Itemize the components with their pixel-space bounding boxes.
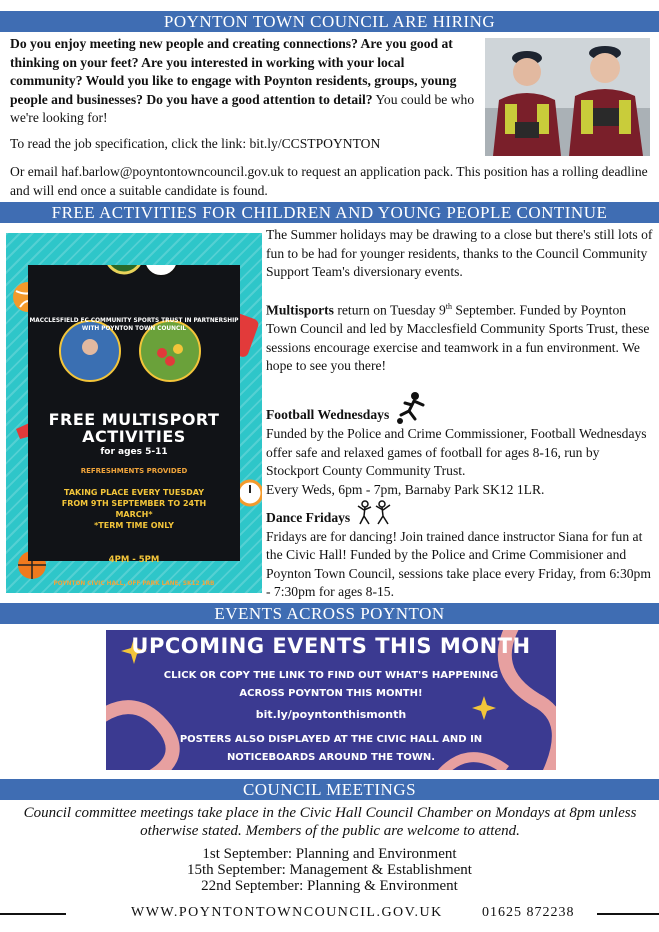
hiring-questions-bold: Do you enjoy meeting new people and creating connections? Are you good at thinking on your feet? Are you interested in working with your local community? Would you like to engage with Poynton residents, groups, young people and businesses? Do you have a good attention to detail? — [10, 36, 457, 107]
hiring-questions — [10, 35, 478, 128]
events-banner-line: CLICK OR COPY THE LINK TO FIND OUT WHAT'S HAPPENING — [163, 670, 499, 681]
multisports-paragraph: Multisports return on Tuesday 9th September. Funded by Poynton Town Council and led by Macclesfield Community Sports Trust, these sessions encourage exercise and teamwork in a fun environment. We hope to see you there! — [266, 302, 650, 374]
events-link[interactable]: bit.ly/poyntonthismonth — [255, 708, 407, 721]
footer-phone: 01625 872238 — [482, 905, 575, 920]
flyer-ages: for ages 5-11 — [100, 447, 168, 457]
staff-photo-illustration — [485, 38, 650, 156]
events-banner-title: UPCOMING EVENTS THIS MONTH — [131, 634, 531, 658]
flyer-card — [28, 265, 240, 587]
footer-rule-left — [0, 913, 66, 915]
football-title: Football Wednesdays — [266, 407, 390, 422]
section-heading-hiring: POYNTON TOWN COUNCIL ARE HIRING — [0, 11, 659, 32]
section-heading-meetings: COUNCIL MEETINGS — [0, 779, 659, 800]
events-banner-line: NOTICEBOARDS AROUND THE TOWN. — [226, 752, 436, 763]
hiring-questions-tail: You could be who we're looking for! — [10, 91, 475, 125]
meeting-item: 15th September: Management & Establishment — [187, 862, 472, 878]
footer-website[interactable]: WWW.POYNTONTOWNCOUNCIL.GOV.UK — [131, 905, 443, 920]
dance-title: Dance Fridays — [266, 510, 351, 525]
dance-paragraph — [266, 500, 654, 602]
activities-intro: The Summer holidays may be drawing to a close but there's still lots of fun to be had for younger residents, thanks to the Council Community Support Team's diversionary events. — [266, 227, 653, 279]
events-banner-line: POSTERS ALSO DISPLAYED AT THE CIVIC HALL AND IN — [179, 734, 483, 745]
dancers-icon — [356, 500, 392, 526]
upcoming-events-banner[interactable] — [106, 630, 556, 770]
football-when: Every Weds, 6pm - 7pm, Barnaby Park SK12 1LR. — [266, 481, 545, 497]
footer-rule-right — [597, 913, 659, 915]
flyer-schedule: TAKING PLACE EVERY TUESDAY FROM 9TH SEPTEMBER TO 24TH MARCH* *TERM TIME ONLY — [61, 488, 207, 530]
council-crest-icon — [106, 265, 142, 273]
flyer-title: FREE MULTISPORT ACTIVITIES — [48, 410, 220, 446]
flyer-venue: POYNTON CIVIC HALL, OFF PARK LANE, SK12 1RB — [53, 581, 215, 587]
section-heading-events: EVENTS ACROSS POYNTON — [0, 603, 659, 624]
macclesfield-fc-badge-icon — [144, 265, 178, 276]
multisports-title: Multisports — [266, 302, 334, 318]
flyer-trust-text: MACCLESFIELD FC COMMUNITY SPORTS TRUST IN PARTNERSHIP WITH POYNTON TOWN COUNCIL — [29, 318, 239, 332]
football-body: Funded by the Police and Crime Commissioner, Football Wednesdays offer safe and relaxed games of football for ages 8-16, run by Stockport County Community Trust. — [266, 426, 647, 478]
football-paragraph — [266, 391, 654, 499]
events-banner-line: ACROSS POYNTON THIS MONTH! — [239, 688, 423, 699]
meetings-description: Council committee meetings take place in the Civic Hall Council Chamber on Mondays at 8pm unless otherwise stated. Members of the public are welcome to attend. — [23, 805, 637, 839]
community-support-staff-photo — [485, 38, 650, 156]
football-player-icon — [395, 391, 429, 425]
flyer-refreshments: REFRESHMENTS PROVIDED — [80, 467, 188, 475]
meeting-item: 1st September: Planning and Environment — [202, 846, 457, 862]
flyer-time: 4PM - 5PM — [108, 555, 160, 565]
meeting-item: 22nd September: Planning & Environment — [201, 878, 458, 894]
dance-body: Fridays are for dancing! Join trained dance instructor Siana for fun at the Civic Hall! Funded by the Police and Crime Commisioner and Poynton Town Council, sessions take place every Friday, from 6:30pm - 7:30pm for ages 8-15. — [266, 528, 651, 599]
multisport-flyer — [6, 233, 262, 593]
application-email-text[interactable]: Or email haf.barlow@poyntontowncouncil.gov.uk to request an application pack. This position has a rolling deadline and will end once a suitable candidate is found. — [10, 164, 648, 198]
section-heading-activities: FREE ACTIVITIES FOR CHILDREN AND YOUNG PEOPLE CONTINUE — [0, 202, 659, 223]
job-spec-link[interactable]: To read the job specification, click the link: bit.ly/CCSTPOYNTON — [10, 136, 381, 151]
